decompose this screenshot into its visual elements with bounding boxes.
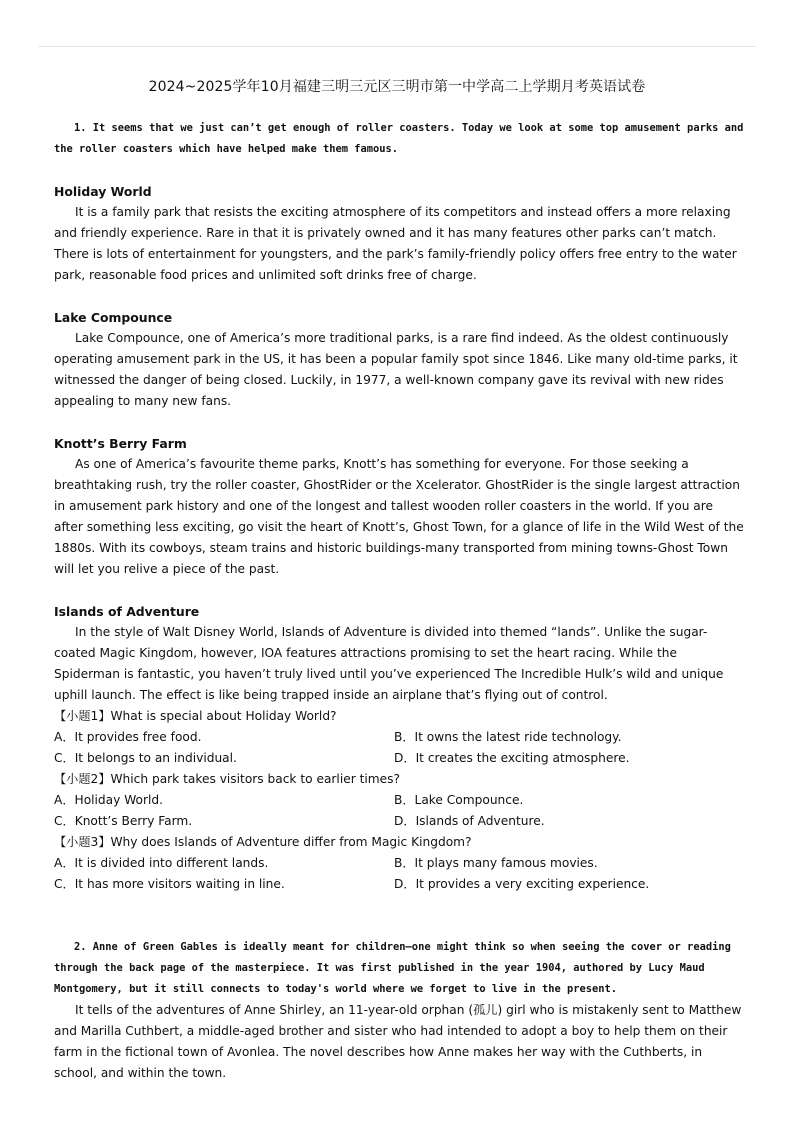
question-2-option-d: D．Islands of Adventure. [394,814,545,828]
question-1-option-c: C．It belongs to an individual. [54,751,237,765]
question-1-options-row-1 [54,727,744,748]
question-1-option-a: A．It provides free food. [54,730,202,744]
section-text-holiday-world: It is a family park that resists the exciting atmosphere of its competitors and instead offers a more relaxing and friendly experience. Rare in that it is privately owned and it has many features other parks can’t match. There is lots of entertainment for youngsters, and the park’s family-friendly policy offers free entry to the water park, reasonable food prices and unlimited soft drinks free of charge. [54,205,737,282]
question-3-option-d: D．It provides a very exciting experience. [394,877,650,891]
question-2-stem: 【小题2】Which park takes visitors back to earlier times? [54,772,400,786]
question-3-option-a: A．It is divided into different lands. [54,856,269,870]
question-3-option-b: B．It plays many famous movies. [394,856,598,870]
header-divider [38,46,756,47]
question-2-option-c: C．Knott’s Berry Farm. [54,814,193,828]
question-1-option-b: B．It owns the latest ride technology. [394,730,622,744]
section-text-islands-of-adventure: In the style of Walt Disney World, Islands of Adventure is divided into themed “lands”. Unlike the sugar-coated Magic Kingdom, however, IOA features attractions promising to set the heart racing. While the Spiderman is fantastic, you haven’t truly lived until you’ve experienced The Incredible Hulk’s wild and unique uphill launch. The effect is like being trapped inside an airplane that’s flying out of control. [54,625,724,702]
question-1-stem: 【小题1】What is special about Holiday World? [54,709,337,723]
page-title: 2024~2025学年10月福建三明三元区三明市第一中学高二上学期月考英语试卷 [148,79,646,95]
question-2-option-b: B．Lake Compounce. [394,793,524,807]
section-text-lake-compounce: Lake Compounce, one of America’s more traditional parks, is a rare find indeed. As the oldest continuously operating amusement park in the US, it has been a popular family spot since 1846. Like many old-time parks, it witnessed the danger of being closed. Luckily, in 1977, a well-known company gave its revival with new rides appealing to many new fans. [54,331,738,408]
question-1-option-d: D．It creates the exciting atmosphere. [394,751,630,765]
question-2-options-row-2 [54,811,744,832]
section-heading-islands-of-adventure: Islands of Adventure [54,604,200,619]
exam-content [54,118,744,1084]
question-3-options-row-2 [54,874,744,895]
question-2-option-a: A．Holiday World. [54,793,164,807]
passage2-text: It tells of the adventures of Anne Shirley, an 11-year-old orphan (孤儿) girl who is mistakenly sent to Matthew and Marilla Cuthbert, a middle-aged brother and sister who had intended to adopt a boy to help them on their farm in the fictional town of Avonlea. The novel describes how Anne makes her way with the Cuthberts, in school, and within the town. [54,1003,742,1080]
question-3-options-row-1 [54,853,744,874]
question-3-stem: 【小题3】Why does Islands of Adventure differ from Magic Kingdom? [54,835,472,849]
section-heading-knotts-berry-farm: Knott’s Berry Farm [54,436,187,451]
section-text-knotts-berry-farm: As one of America’s favourite theme parks, Knott’s has something for everyone. For those seeking a breathtaking rush, try the roller coaster, GhostRider or the Xcelerator. GhostRider is the single largest attraction in amusement park history and one of the longest and tallest wooden roller coasters in the world. If you are after something less exciting, go visit the heart of Knott’s, Ghost Town, for a glance of life in the Wild West of the 1880s. With its cowboys, steam trains and historic buildings-many transported from mining towns-Ghost Town will let you relive a piece of the past. [54,457,744,576]
passage2-intro: 2. Anne of Green Gables is ideally meant for children—one might think so when seeing the cover or reading through the back page of the masterpiece. It was first published in the year 1904, authored by Lucy Maud Montgomery, but it still connects to today's world where we forget to live in the present. [54,941,731,995]
question-2-options-row-1 [54,790,744,811]
question-3-option-c: C．It has more visitors waiting in line. [54,877,285,891]
section-heading-holiday-world: Holiday World [54,184,152,199]
section-heading-lake-compounce: Lake Compounce [54,310,173,325]
passage1-intro: 1. It seems that we just can’t get enough of roller coasters. Today we look at some top amusement parks and the roller coasters which have helped make them famous. [54,122,744,155]
question-1-options-row-2 [54,748,744,769]
